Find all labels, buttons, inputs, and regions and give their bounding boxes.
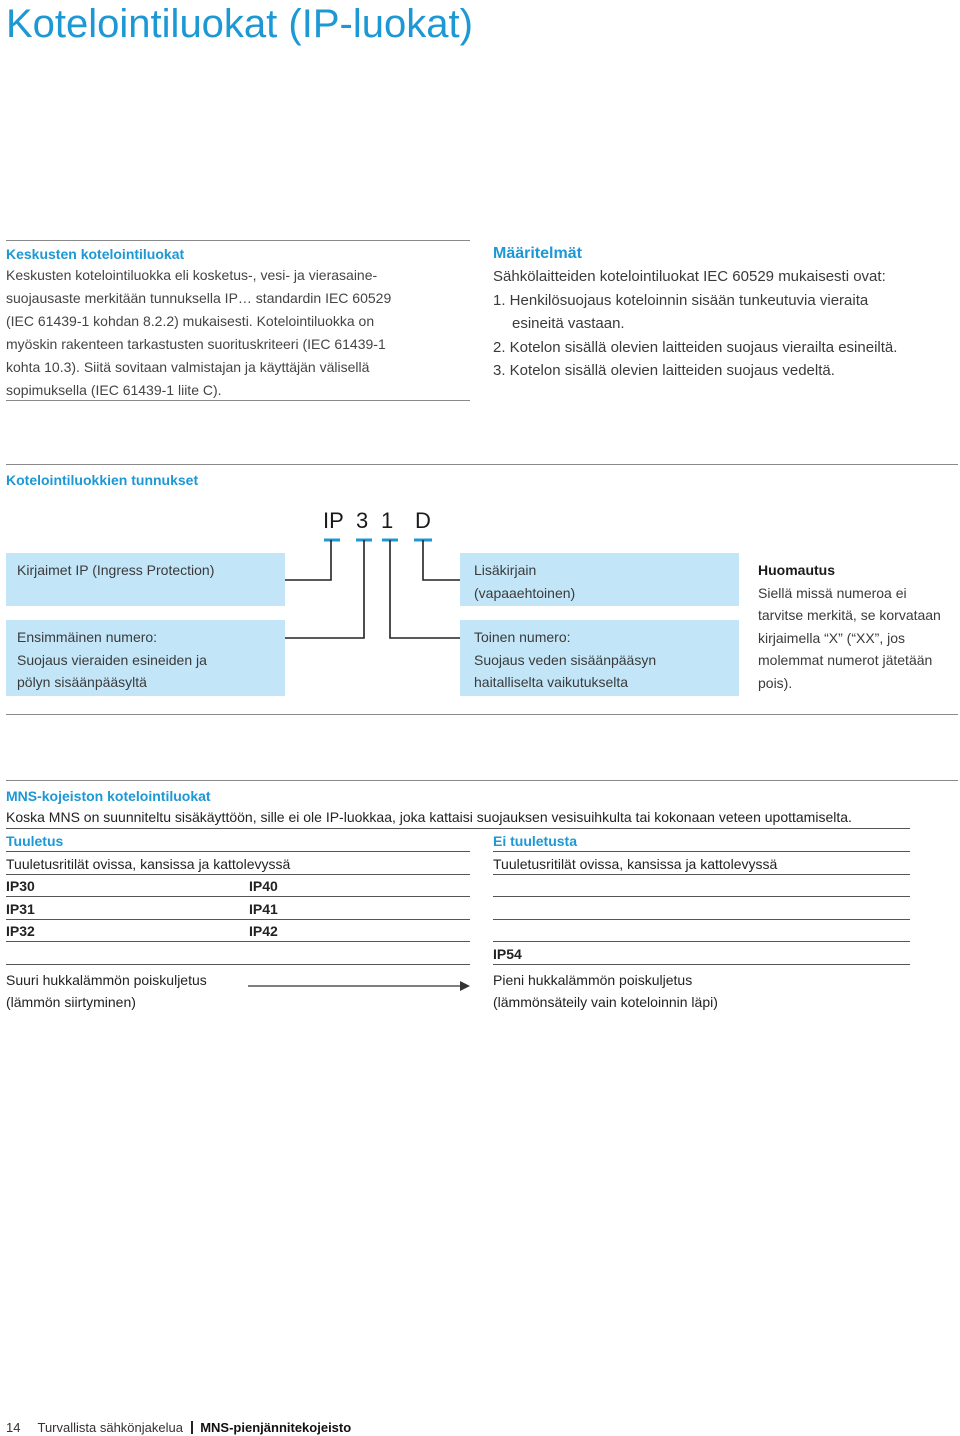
connector-second-digit: [390, 540, 460, 638]
note-line: kirjaimella “X” (“XX”, jos: [758, 629, 906, 646]
box-line: Lisäkirjain: [474, 562, 537, 578]
ip-class: IP30: [6, 878, 35, 894]
divider: [6, 919, 470, 920]
divider: [493, 896, 910, 897]
box-line: pölyn sisäänpääsyltä: [17, 674, 147, 690]
note-line: tarvitse merkitä, se korvataan: [758, 607, 941, 623]
note-heading: Huomautus: [758, 562, 835, 578]
chapter-title: MNS-pienjännitekojeisto: [200, 1420, 352, 1435]
box-line: Suojaus veden sisäänpääsyn: [474, 651, 657, 668]
central-line: (IEC 61439-1 kohdan 8.2.2) mukaisesti. Kotelointiluokka on: [6, 313, 375, 329]
unventilated-subtitle: Tuuletusritilät ovissa, kansissa ja kattolevyssä: [493, 856, 778, 872]
codes-heading: Kotelointiluokkien tunnukset: [6, 472, 199, 488]
central-heading: Keskusten kotelointiluokat: [6, 246, 185, 262]
ip-class: IP40: [249, 878, 278, 894]
box-line: Toinen numero:: [474, 629, 571, 645]
connector-first-digit: [285, 540, 364, 638]
divider: [6, 828, 910, 829]
definitions-line: 3. Kotelon sisällä olevien laitteiden suojaus vedeltä.: [493, 362, 835, 379]
page-number: 14: [6, 1420, 21, 1435]
mns-heading: MNS-kojeiston kotelointiluokat: [6, 788, 211, 804]
box-letters-text: [17, 559, 214, 582]
ip-code-letters: IP: [323, 508, 344, 533]
divider: [6, 780, 958, 781]
divider: [6, 896, 470, 897]
divider: [493, 851, 910, 852]
box-line: Kirjaimet IP (Ingress Protection): [17, 562, 215, 578]
divider: [493, 919, 910, 920]
arrow-icon: [248, 979, 472, 993]
divider: [6, 714, 958, 715]
book-title: Turvallista sähkönjakelua: [37, 1420, 183, 1435]
mns-intro: Koska MNS on suunniteltu sisäkäyttöön, sille ei ole IP-luokkaa, joka kattaisi suojauksen vesisuihkulta tai kokonaan veteen upottamiselta.: [6, 809, 852, 825]
connector-extra-letter: [423, 540, 460, 580]
ventilated-subtitle: Tuuletusritilät ovissa, kansissa ja kattolevyssä: [6, 856, 291, 872]
heat-line: (lämmönsäteily vain koteloinnin läpi): [493, 994, 718, 1010]
unventilated-heat: [493, 969, 718, 1013]
definitions-line: esineitä vastaan.: [512, 315, 625, 332]
box-line: haitalliselta vaikutukselta: [474, 674, 629, 690]
ventilated-heading: Tuuletus: [6, 833, 64, 849]
unventilated-heading: Ei tuuletusta: [493, 833, 578, 849]
central-line: Keskusten kotelointiluokka eli kosketus-, vesi- ja vierasaine-: [6, 267, 378, 283]
definitions-heading: Määritelmät: [493, 245, 582, 262]
central-line: myöskin rakenteen tarkastusten suorituskriteeri (IEC 61439-1: [6, 336, 386, 352]
ip-class: IP42: [249, 923, 278, 939]
box-first-digit-text: [17, 626, 207, 694]
definitions-line: 1. Henkilösuojaus koteloinnin sisään tunkeutuvia vieraita: [493, 291, 869, 309]
ip-class: IP54: [493, 946, 522, 962]
definitions-line: Sähkölaitteiden kotelointiluokat IEC 60529 mukaisesti ovat:: [493, 268, 886, 285]
note-line: Siellä missä numeroa ei: [758, 584, 907, 601]
page-title: Kotelointiluokat (IP-luokat): [6, 2, 473, 46]
page-footer: [6, 1420, 351, 1435]
ventilated-heat: [6, 969, 207, 1013]
box-line: Suojaus vieraiden esineiden ja: [17, 651, 207, 668]
central-line: kohta 10.3). Siitä sovitaan valmistajan ja käyttäjän välisellä: [6, 359, 370, 375]
ip-class: IP31: [6, 901, 35, 917]
heat-line: (lämmön siirtyminen): [6, 994, 136, 1010]
heat-line: Pieni hukkalämmön poiskuljetus: [493, 972, 693, 988]
central-line: suojausaste merkitään tunnuksella IP… standardin IEC 60529: [6, 290, 392, 306]
divider: [6, 851, 470, 852]
note-line: molemmat numerot jätetään: [758, 652, 933, 668]
footer-separator: [191, 1421, 193, 1434]
box-line: (vapaaehtoinen): [474, 584, 576, 601]
ip-class: IP41: [249, 901, 278, 917]
divider: [6, 941, 470, 942]
divider: [493, 941, 910, 942]
note: [758, 559, 941, 694]
note-line: pois).: [758, 674, 793, 691]
box-extra-letter-text: [474, 559, 575, 604]
box-second-digit-text: [474, 626, 656, 694]
divider: [6, 964, 470, 965]
connector-letters: [285, 540, 331, 580]
divider: [6, 874, 470, 875]
ip-class: IP32: [6, 923, 35, 939]
ip-code-second-digit: 1: [381, 508, 394, 533]
box-line: Ensimmäinen numero:: [17, 629, 158, 645]
ip-code-extra-letter: D: [415, 508, 431, 533]
definitions-line: 2. Kotelon sisällä olevien laitteiden suojaus vierailta esineiltä.: [493, 338, 898, 356]
divider: [493, 964, 910, 965]
central-line: sopimuksella (IEC 61439-1 liite C).: [6, 382, 222, 398]
divider: [493, 874, 910, 875]
heat-line: Suuri hukkalämmön poiskuljetus: [6, 972, 207, 988]
ip-code-first-digit: 3: [356, 508, 369, 533]
